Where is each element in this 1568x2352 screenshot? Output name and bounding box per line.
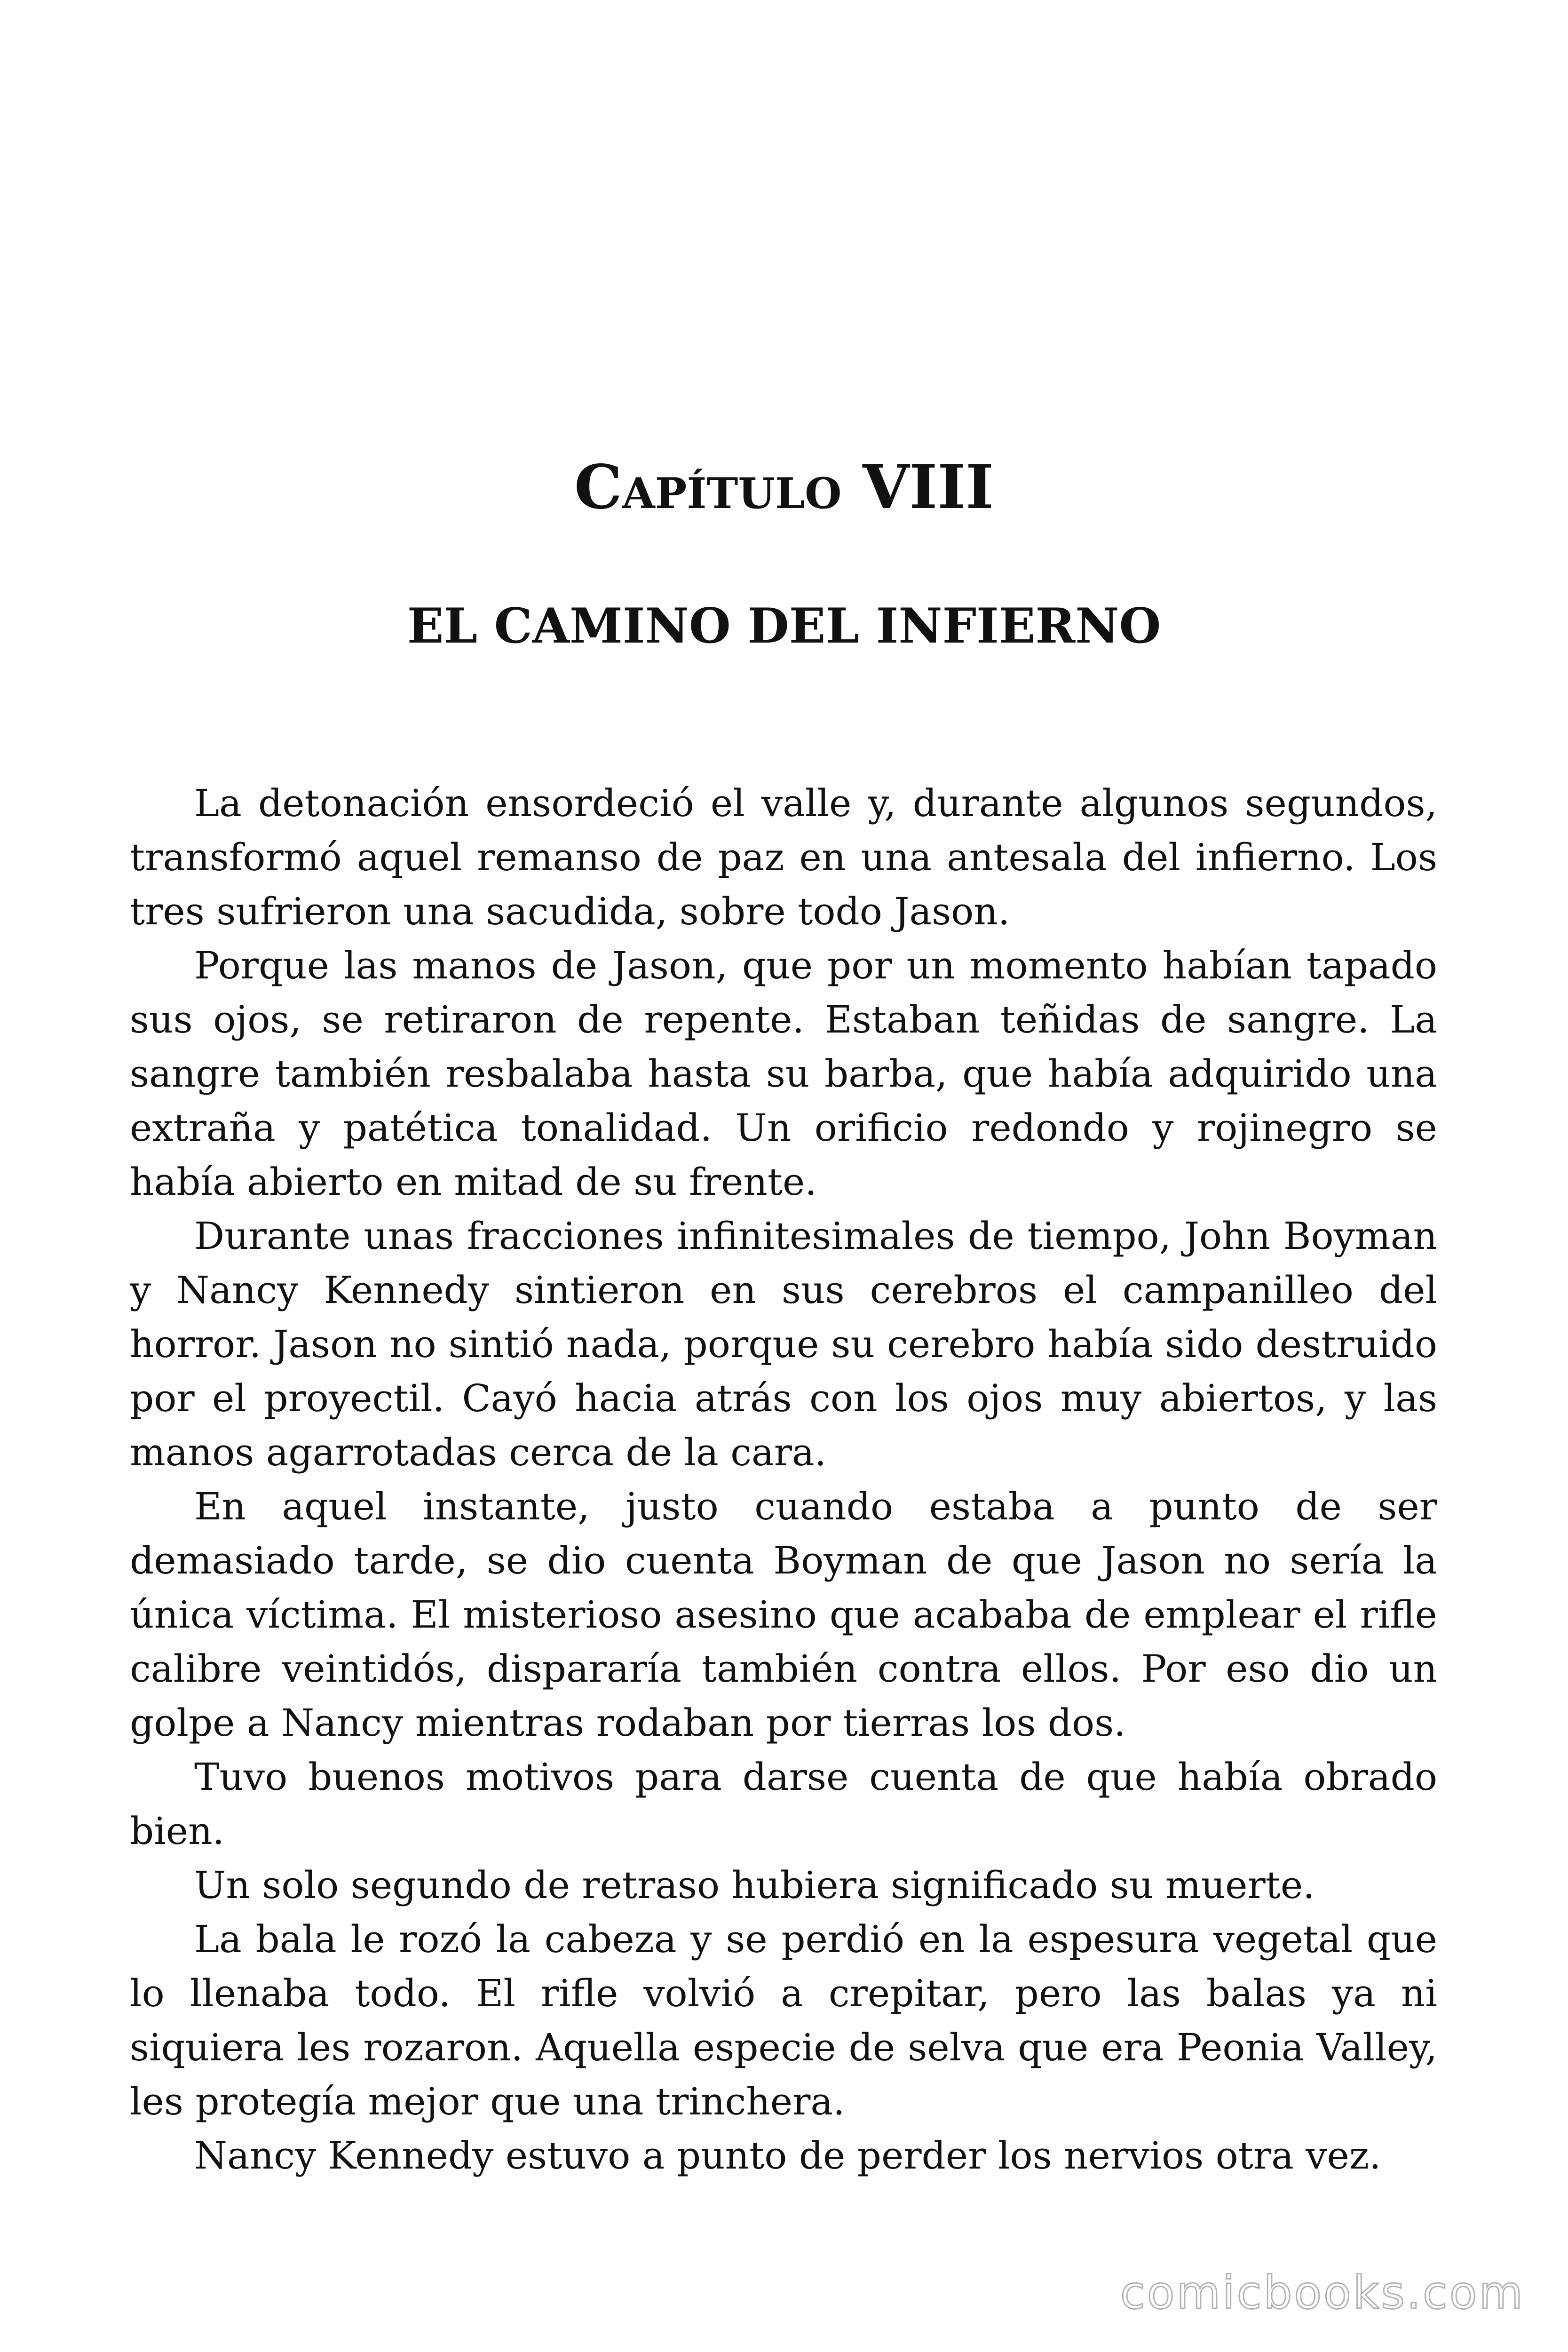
chapter-body	[130, 776, 1437, 2183]
paragraph: Un solo segundo de retraso hubiera significado su muerte.	[194, 1863, 1315, 1907]
paragraph: Durante unas fracciones infinitesimales de tiempo, John Boyman y Nancy Kennedy sintieron en sus cerebros el campanilleo del horror. Jason no sintió nada, porque su cerebro había sido destruido por el proyectil. Cayó hacia atrás con los ojos muy abiertos, y las manos agarrotadas cerca de la cara.	[130, 1214, 1437, 1474]
paragraph: La bala le rozó la cabeza y se perdió en la espesura vegetal que lo llenaba todo. El rifle volvió a crepitar, pero las balas ya ni siquiera les rozaron. Aquella especie de selva que era Peonia Valley, les protegía mejor que una trinchera.	[130, 1917, 1437, 2123]
paragraph: La detonación ensordeció el valle y, durante algunos segundos, transformó aquel remanso de paz en una antesala del infierno. Los tres sufrieron una sacudida, sobre todo Jason.	[130, 781, 1437, 933]
paragraph: Tuvo buenos motivos para darse cuenta de que había obrado bien.	[130, 1755, 1437, 1853]
chapter-number-heading: Capítulo VIII	[574, 452, 994, 523]
site-watermark: comicbooks.com	[1120, 2266, 1525, 2319]
paragraph: Porque las manos de Jason, que por un momento habían tapado sus ojos, se retiraron de repente. Estaban teñidas de sangre. La sangre también resbalaba hasta su barba, que había adquirido una extraña y patética tonalidad. Un orificio redondo y rojinegro se había abierto en mitad de su frente.	[130, 944, 1437, 1204]
paragraph: En aquel instante, justo cuando estaba a punto de ser demasiado tarde, se dio cuenta Boyman de que Jason no sería la única víctima. El misterioso asesino que acababa de emplear el rifle calibre veintidós, dispararía también contra ellos. Por eso dio un golpe a Nancy mientras rodaban por tierras los dos.	[130, 1485, 1437, 1745]
paragraph: Nancy Kennedy estuvo a punto de perder los nervios otra vez.	[194, 2134, 1381, 2177]
chapter-title: EL CAMINO DEL INFIERNO	[407, 598, 1161, 654]
